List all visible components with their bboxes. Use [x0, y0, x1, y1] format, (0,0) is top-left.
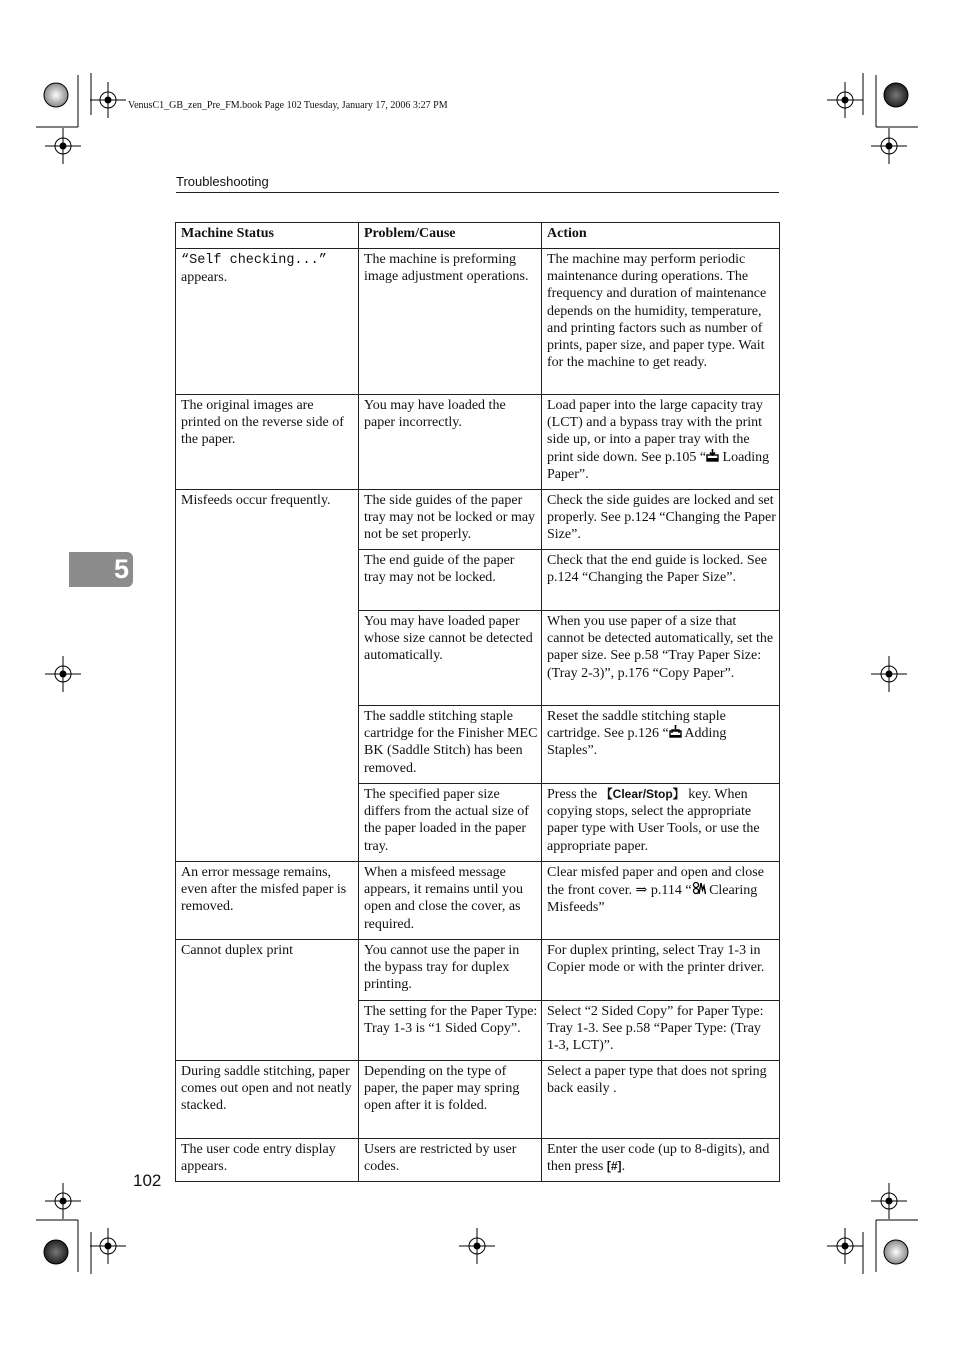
header-rule: [176, 192, 779, 193]
action-cell: For duplex printing, select Tray 1-3 in Copier mode or with the printer driver.: [542, 940, 780, 1001]
action-text: Enter the user code (up to 8-digits), and then press: [547, 1142, 770, 1175]
cause-cell: The side guides of the paper tray may not be locked or may not be set properly.: [359, 490, 542, 550]
cause-cell: Depending on the type of paper, the paper may spring open after it is folded.: [359, 1061, 542, 1139]
action-text: Loading Paper”.: [547, 449, 770, 482]
cause-cell: The saddle stitching staple cartridge for the Finisher MEC BK (Saddle Stitch) has been removed.: [359, 706, 542, 784]
cause-cell: The machine is preforming image adjustment operations.: [359, 249, 542, 395]
clear-stop-key-label: 【Clear/Stop】: [600, 787, 685, 801]
table-row: [176, 490, 780, 550]
action-text: Load paper into the large capacity tray (LCT) and a bypass tray with the print side up, or into a paper tray with the print side down. See p.105 “: [547, 398, 763, 465]
action-text: Clear misfed paper and open and close the front cover. ⇒ p.114 “: [547, 865, 764, 899]
machine-status-cell: The original images are printed on the reverse side of the paper.: [176, 395, 359, 490]
cause-cell: You may have loaded paper whose size cannot be detected automatically.: [359, 611, 542, 706]
machine-status-cell: An error message remains, even after the misfed paper is removed.: [176, 862, 359, 940]
action-cell: [542, 706, 780, 784]
table-row: [176, 940, 780, 1001]
machine-status-cell: [176, 249, 359, 395]
registration-mark-icon: [827, 82, 863, 118]
staple-icon: [669, 725, 682, 738]
action-cell: [542, 784, 780, 862]
cause-cell: The specified paper size differs from the actual size of the paper loaded in the paper tray.: [359, 784, 542, 862]
action-text: Clearing Misfeeds”: [547, 883, 758, 916]
registration-mark-icon: [90, 82, 126, 118]
color-wheel-icon: [44, 1240, 68, 1264]
cause-cell: The setting for the Paper Type: Tray 1-3 is “1 Sided Copy”.: [359, 1001, 542, 1061]
machine-status-cell: During saddle stitching, paper comes out open and not neatly stacked.: [176, 1061, 359, 1139]
status-message: “Self checking...”: [181, 253, 327, 268]
cause-cell: You may have loaded the paper incorrectly.: [359, 395, 542, 490]
table-row: [176, 862, 780, 940]
cause-cell: Users are restricted by user codes.: [359, 1139, 542, 1182]
action-cell: Select “2 Sided Copy” for Paper Type: Tray 1-3. See p.58 “Paper Type: (Tray 1-3, LCT)”.: [542, 1001, 780, 1061]
misfeed-icon: [692, 881, 706, 895]
registration-mark-icon: [871, 1183, 907, 1219]
color-wheel-icon: [884, 83, 908, 107]
action-text: Press the: [547, 787, 601, 802]
machine-status-cell: Misfeeds occur frequently.: [176, 490, 359, 862]
action-cell: [542, 395, 780, 490]
hash-key-label: [#]: [606, 1159, 622, 1174]
paper-load-icon: [706, 449, 719, 462]
registration-mark-icon: [871, 128, 907, 164]
action-text: Adding Staples”.: [547, 726, 727, 759]
page-number: 102: [133, 1171, 162, 1190]
registration-mark-icon: [45, 1183, 81, 1219]
action-cell: Check the side guides are locked and set properly. See p.124 “Changing the Paper Size”.: [542, 490, 780, 550]
action-cell: [542, 862, 780, 940]
action-cell: Check that the end guide is locked. See p.124 “Changing the Paper Size”.: [542, 550, 780, 611]
machine-status-cell: The user code entry display appears.: [176, 1139, 359, 1182]
registration-mark-icon: [90, 1228, 126, 1264]
table-row: [176, 395, 780, 490]
action-cell: Select a paper type that does not spring back easily .: [542, 1061, 780, 1139]
color-wheel-icon: [44, 83, 68, 107]
registration-mark-icon: [459, 1228, 495, 1264]
file-info-line: VenusC1_GB_zen_Pre_FM.book Page 102 Tuesday, January 17, 2006 3:27 PM: [128, 100, 448, 111]
action-text: key. When copying stops, select the appropriate paper type with User Tools, or use the appropriate paper.: [547, 787, 760, 854]
action-cell: The machine may perform periodic maintenance during operations. The frequency and duration of maintenance depends on the humidity, temperature, and printing factors such as number of prints, paper size, and paper type. Wait for the machine to get ready.: [542, 249, 780, 395]
troubleshooting-table: [175, 222, 780, 1182]
color-wheel-icon: [884, 1240, 908, 1264]
registration-mark-icon: [827, 1228, 863, 1264]
table-row: [176, 1061, 780, 1139]
table-row: [176, 1139, 780, 1182]
registration-mark-icon: [45, 128, 81, 164]
action-text: Reset the saddle stitching staple cartridge. See p.126 “: [547, 709, 726, 742]
column-header: Machine Status: [176, 223, 359, 249]
action-text: .: [621, 1159, 626, 1175]
table-row: [176, 249, 780, 395]
registration-mark-icon: [871, 656, 907, 692]
action-cell: [542, 1139, 780, 1182]
cause-cell: When a misfeed message appears, it remains until you open and close the cover, as required.: [359, 862, 542, 940]
cause-cell: The end guide of the paper tray may not be locked.: [359, 550, 542, 611]
action-cell: When you use paper of a size that cannot be detected automatically, set the paper size. See p.58 “Tray Paper Size: (Tray 2-3)”, p.176 “Copy Paper”.: [542, 611, 780, 706]
chapter-tab: 5: [69, 552, 133, 587]
status-text: appears.: [181, 270, 228, 286]
running-header: Troubleshooting: [176, 174, 269, 189]
table-header-row: [176, 223, 780, 249]
column-header: Action: [542, 223, 780, 249]
column-header: Problem/Cause: [359, 223, 542, 249]
cause-cell: You cannot use the paper in the bypass tray for duplex printing.: [359, 940, 542, 1001]
registration-mark-icon: [45, 656, 81, 692]
machine-status-cell: Cannot duplex print: [176, 940, 359, 1061]
